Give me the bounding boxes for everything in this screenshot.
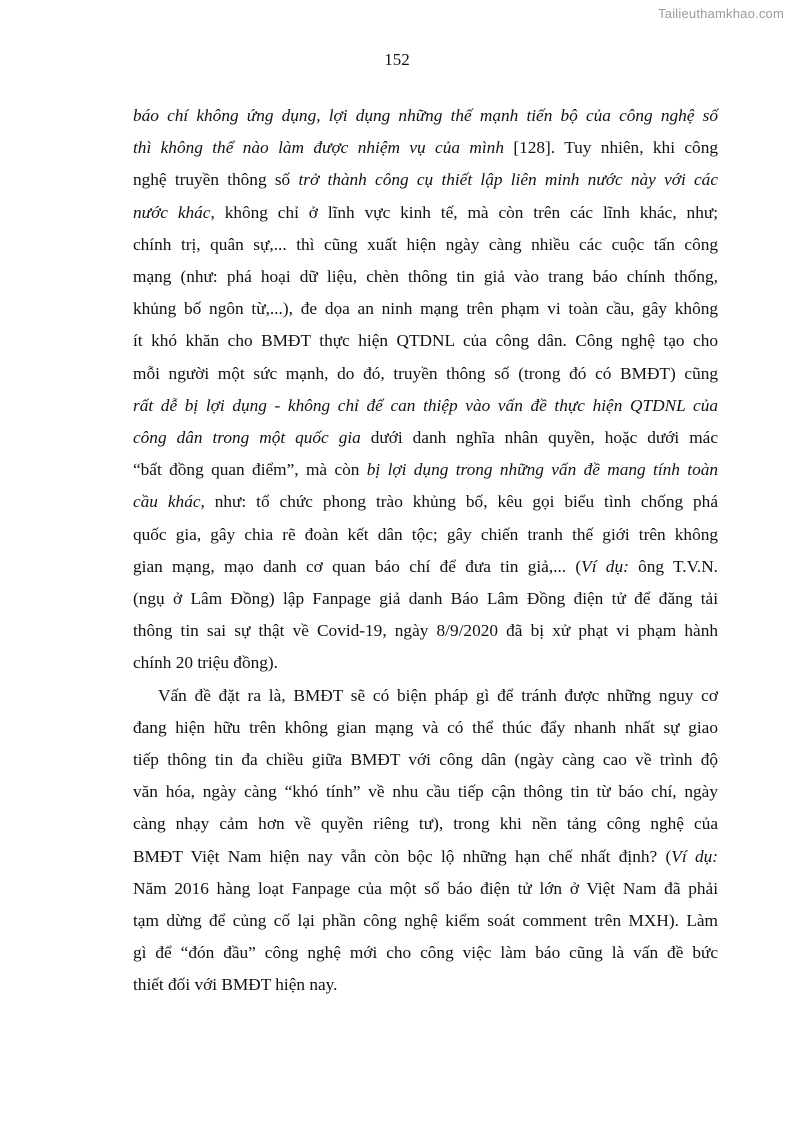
text-run: BMĐT Việt Nam hiện nay vẫn còn bộc lộ những hạn chế nhất định? ( xyxy=(133,846,672,866)
text-run: nghệ truyền thông số xyxy=(133,170,299,190)
text-run: ít khó khăn cho BMĐT thực hiện QTDNL của công dân. Công nghệ tạo cho xyxy=(133,331,718,351)
italic-text: thì không thể nào làm được nhiệm vụ của mình xyxy=(133,138,504,158)
italic-text: nước khác xyxy=(133,202,211,222)
italic-text: Ví dụ: xyxy=(671,846,719,866)
text-run: (ngụ ở Lâm Đồng) lập Fanpage giả danh Báo Lâm Đồng điện tử để đăng tải xyxy=(133,589,718,609)
text-line xyxy=(133,583,718,615)
text-line xyxy=(133,229,718,261)
text-run: tạm dừng để củng cố lại phần công nghệ kiểm soát comment trên MXH). Làm xyxy=(133,911,718,931)
watermark: Tailieuthamkhao.com xyxy=(658,6,784,21)
text-line xyxy=(133,841,718,873)
text-run: , không chỉ ở lĩnh vực kinh tế, mà còn trên các lĩnh khác, như; xyxy=(210,202,718,222)
text-line xyxy=(133,969,718,1001)
italic-text: rất dễ bị lợi dụng - không chỉ để can thiệp vào vấn đề thực hiện QTDNL của xyxy=(133,395,718,415)
text-run: văn hóa, ngày càng “khó tính” về nhu cầu tiếp cận thông tin từ báo chí, ngày xyxy=(133,782,718,802)
text-line xyxy=(133,325,718,357)
text-line xyxy=(133,358,718,390)
text-line xyxy=(133,100,718,132)
text-run: ông T.V.N. xyxy=(628,556,719,576)
text-run: dưới danh nghĩa nhân quyền, hoặc dưới mác xyxy=(360,428,718,448)
text-run: chính trị, quân sự,... thì cũng xuất hiện ngày càng nhiều các cuộc tấn công xyxy=(133,234,718,254)
text-line xyxy=(133,261,718,293)
text-run: Vấn đề đặt ra là, BMĐT sẽ có biện pháp gì để tránh được những nguy cơ xyxy=(158,685,718,705)
text-line xyxy=(133,197,718,229)
text-line xyxy=(133,873,718,905)
text-run: càng nhạy cảm hơn về quyền riêng tư), trong khi nền tảng công nghệ của xyxy=(133,814,718,834)
page-number: 152 xyxy=(384,50,410,69)
italic-text: báo chí không ứng dụng, lợi dụng những thế mạnh tiến bộ của công nghệ số xyxy=(133,106,718,125)
italic-text: trở thành công cụ thiết lập liên minh nước này với các xyxy=(298,170,718,190)
text-line xyxy=(133,937,718,969)
text-line xyxy=(133,390,718,422)
text-run: “bất đồng quan điểm”, mà còn xyxy=(133,460,367,480)
text-line xyxy=(133,776,718,808)
text-line xyxy=(133,744,718,776)
text-run: quốc gia, gây chia rẽ đoàn kết dân tộc; gây chiến tranh thế giới trên không xyxy=(133,524,718,544)
text-run: gì để “đón đầu” công nghệ mới cho công việc làm báo cũng là vấn đề bức xyxy=(133,943,718,963)
text-line xyxy=(133,519,718,551)
text-run: mỗi người một sức mạnh, do đó, truyền thông số (trong đó có BMĐT) cũng xyxy=(133,363,718,383)
text-line xyxy=(133,293,718,325)
italic-text: công dân trong một quốc gia xyxy=(133,428,361,448)
text-line xyxy=(133,905,718,937)
text-line xyxy=(133,808,718,840)
text-line xyxy=(133,422,718,454)
text-run: gian mạng, mạo danh cơ quan báo chí để đưa tin giả,... ( xyxy=(133,556,582,576)
paragraph xyxy=(133,680,718,1002)
text-run: mạng (như: phá hoại dữ liệu, chèn thông tin giả vào trang báo chính thống, xyxy=(133,267,718,287)
text-line xyxy=(133,132,718,164)
text-line xyxy=(133,164,718,196)
text-line xyxy=(133,615,718,647)
italic-text: bị lợi dụng trong những vấn đề mang tính toàn xyxy=(366,460,719,480)
text-line xyxy=(133,454,718,486)
text-run: Năm 2016 hàng loạt Fanpage của một số báo điện tử lớn ở Việt Nam đã phải xyxy=(133,878,718,898)
text-run: , như: tổ chức phong trào khủng bố, kêu gọi biểu tình chống phá xyxy=(200,492,718,512)
text-line xyxy=(133,551,718,583)
text-run: [128]. Tuy nhiên, khi công xyxy=(503,138,718,158)
italic-text: Ví dụ: xyxy=(581,556,629,576)
text-run: tiếp thông tin đa chiều giữa BMĐT với công dân (ngày càng cao về trình độ xyxy=(133,750,718,770)
text-run: khủng bố ngôn từ,...), đe dọa an ninh mạng trên phạm vi toàn cầu, gây không xyxy=(133,299,718,319)
document-body xyxy=(133,100,718,1002)
text-run: đang hiện hữu trên không gian mạng và có thể thúc đẩy nhanh nhất sự giao xyxy=(133,717,718,737)
text-line xyxy=(133,712,718,744)
text-line xyxy=(133,647,718,679)
text-line xyxy=(133,680,718,712)
text-run: thông tin sai sự thật về Covid-19, ngày 8/9/2020 đã bị xử phạt vi phạm hành xyxy=(133,621,718,641)
paragraph xyxy=(133,100,718,680)
text-run: thiết đối với BMĐT hiện nay. xyxy=(133,975,338,995)
text-run: chính 20 triệu đồng). xyxy=(133,653,278,673)
italic-text: cầu khác xyxy=(133,492,201,512)
text-line xyxy=(133,486,718,518)
